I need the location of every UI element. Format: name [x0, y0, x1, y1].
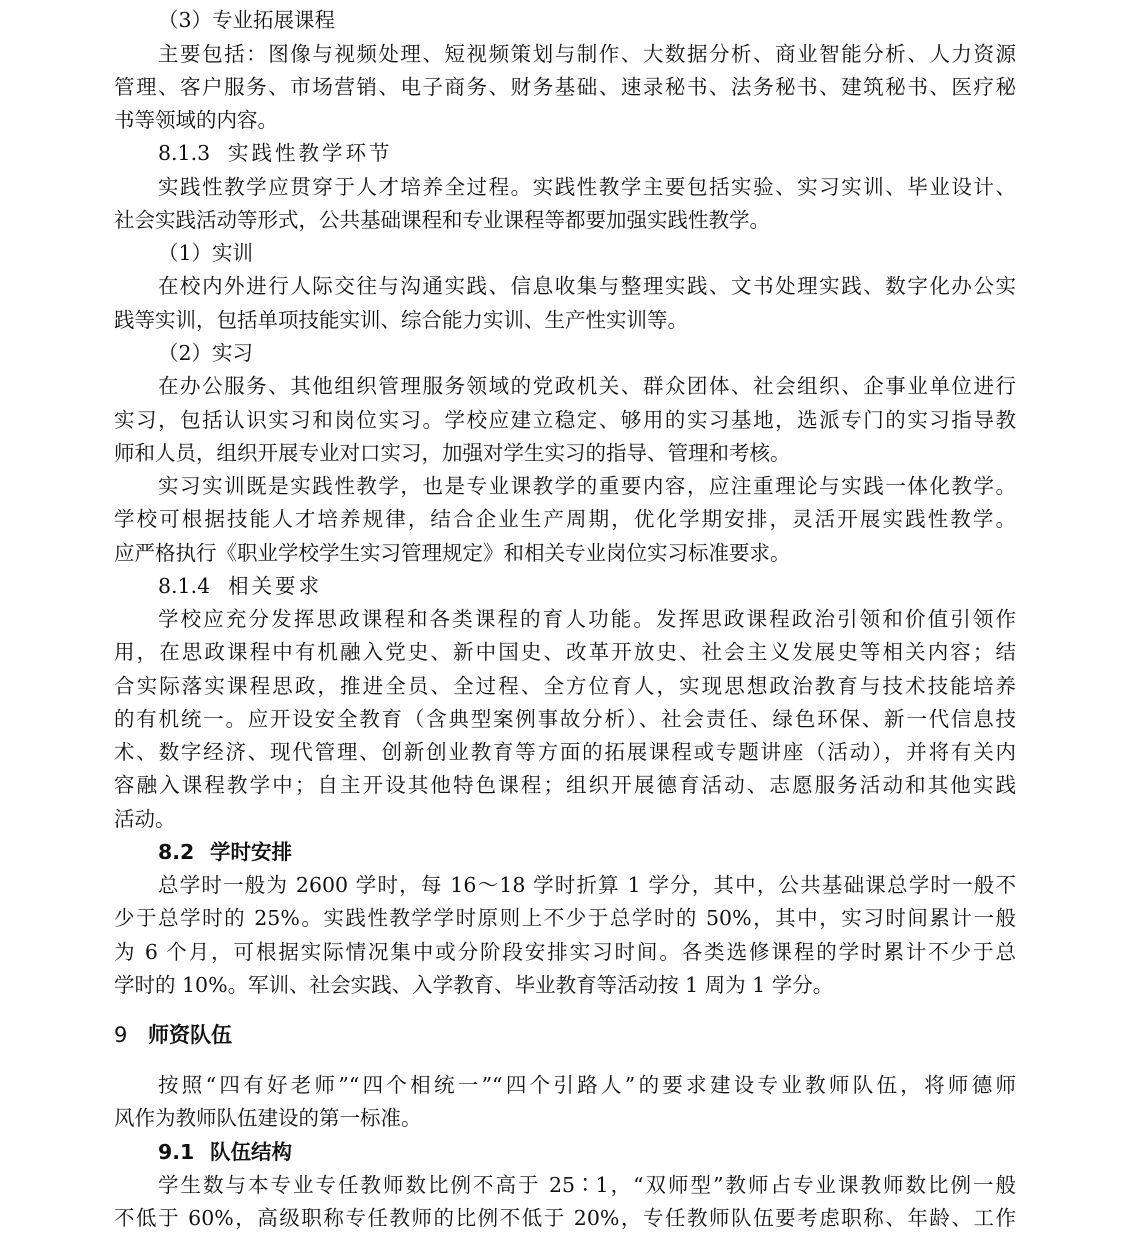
- section-heading: [158, 1136, 1060, 1169]
- text-line: 风作为教师队伍建设的第一标准。: [114, 1106, 422, 1130]
- text-line: 的有机统一。应开设安全教育（含典型案例事故分析）、社会责任、绿色环保、新一代信息技: [114, 707, 1016, 731]
- section-heading: [158, 570, 1060, 603]
- section-heading: [158, 836, 1060, 869]
- text-line: 书等领域的内容。: [114, 108, 278, 132]
- text-line: 活动。: [114, 807, 176, 831]
- text-line: 用，在思政课程中有机融入党史、新中国史、改革开放史、社会主义发展史等相关内容；结: [114, 640, 1016, 664]
- text-line: 少于总学时的 25%。实践性教学学时原则上不少于总学时的 50%，其中，实习时间累计一般: [114, 906, 1016, 930]
- section-number: 8.1.3: [158, 141, 211, 165]
- text-line: 容融入课程教学中；自主开设其他特色课程；组织开展德育活动、志愿服务活动和其他实践: [114, 773, 1016, 797]
- text-line: （2）实习: [158, 341, 254, 365]
- text-line: 师和人员，组织开展专业对口实习，加强对学生实习的指导、管理和考核。: [114, 441, 791, 465]
- text-line: 学校应充分发挥思政课程和各类课程的育人功能。发挥思政课程政治引领和价值引领作: [158, 607, 1016, 631]
- text-line: 总学时一般为 2600 学时，每 16～18 学时折算 1 学分，其中，公共基础课总学时一般不: [158, 873, 1016, 897]
- text-line: 实习实训既是实践性教学，也是专业课教学的重要内容，应注重理论与实践一体化教学。: [158, 474, 1016, 498]
- section-title: 师资队伍: [148, 1023, 232, 1047]
- text-line: 术、数字经济、现代管理、创新创业教育等方面的拓展课程或专题讲座（活动），并将有关内: [114, 740, 1016, 764]
- text-line: 学生数与本专业专任教师数比例不高于 25∶1，“双师型”教师占专业课教师数比例一般: [158, 1173, 1016, 1197]
- section-heading: [158, 137, 1060, 170]
- text-line: 按照“四有好老师”“四个相统一”“四个引路人”的要求建设专业教师队伍，将师德师: [158, 1073, 1016, 1097]
- text-line: 主要包括：图像与视频处理、短视频策划与制作、大数据分析、商业智能分析、人力资源: [158, 42, 1016, 66]
- text-line: 学校可根据技能人才培养规律，结合企业生产周期，优化学期安排，灵活开展实践性教学。: [114, 507, 1016, 531]
- text-line: 践等实训，包括单项技能实训、综合能力实训、生产性实训等。: [114, 308, 688, 332]
- section-heading: [114, 1019, 1016, 1052]
- text-line: 实践性教学应贯穿于人才培养全过程。实践性教学主要包括实验、实习实训、毕业设计、: [158, 175, 1016, 199]
- text-line: 为 6 个月，可根据实际情况集中或分阶段安排实习时间。各类选修课程的学时累计不少于总: [114, 940, 1016, 964]
- text-line: 在校内外进行人际交往与沟通实践、信息收集与整理实践、文书处理实践、数字化办公实: [158, 274, 1016, 298]
- text-line: 社会实践活动等形式，公共基础课程和专业课程等都要加强实践性教学。: [114, 208, 770, 232]
- section-number: 9: [114, 1023, 128, 1047]
- text-line: 合实际落实课程思政，推进全员、全过程、全方位育人，实现思想政治教育与技术技能培养: [114, 674, 1016, 698]
- text-line: （1）实训: [158, 241, 254, 265]
- section-title: 相关要求: [228, 574, 322, 598]
- section-number: 8.1.4: [158, 574, 211, 598]
- text-line: 在办公服务、其他组织管理服务领域的党政机关、群众团体、社会组织、企事业单位进行: [158, 374, 1016, 398]
- section-number: 9.1: [158, 1140, 195, 1164]
- text-line: 管理、客户服务、市场营销、电子商务、财务基础、速录秘书、法务秘书、建筑秘书、医疗秘: [114, 75, 1016, 99]
- text-line: （3）专业拓展课程: [158, 8, 336, 32]
- section-title: 实践性教学环节: [228, 141, 393, 165]
- text-line: 不低于 60%，高级职称专任教师的比例不低于 20%，专任教师队伍要考虑职称、年龄、工作: [114, 1206, 1016, 1230]
- section-number: 8.2: [158, 840, 195, 864]
- text-line: 实习，包括认识实习和岗位实习。学校应建立稳定、够用的实习基地，选派专门的实习指导教: [114, 408, 1016, 432]
- text-line: 学时的 10%。军训、社会实践、入学教育、毕业教育等活动按 1 周为 1 学分。: [114, 973, 834, 997]
- section-title: 队伍结构: [210, 1140, 292, 1164]
- section-title: 学时安排: [210, 840, 292, 864]
- text-line: 应严格执行《职业学校学生实习管理规定》和相关专业岗位实习标准要求。: [114, 541, 791, 565]
